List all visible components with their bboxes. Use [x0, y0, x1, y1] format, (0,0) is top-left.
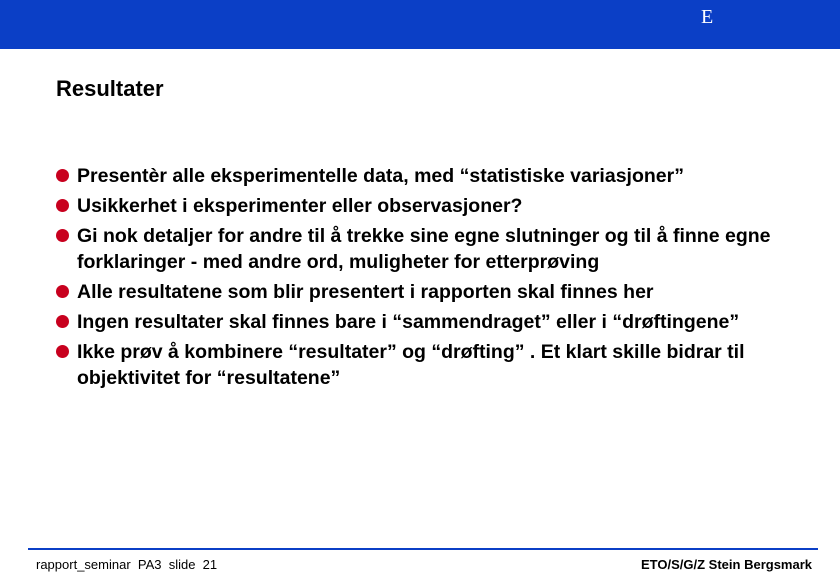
bullet-dot-icon — [56, 285, 69, 298]
footer-divider — [28, 548, 818, 550]
bullet-item — [56, 163, 796, 189]
bullet-text: Presentèr alle eksperimentelle data, med “statistiske variasjoner” — [77, 165, 684, 187]
bullet-dot-icon — [56, 345, 69, 358]
bullet-item — [56, 339, 796, 391]
bullet-dot-icon — [56, 199, 69, 212]
footer-author: ETO/S/G/Z Stein Bergsmark — [641, 557, 812, 572]
bullet-text: Alle resultatene som blir presentert i rapporten skal finnes her — [77, 281, 654, 303]
bullet-text: Ikke prøv å kombinere “resultater” og “drøfting” . Et klart skille bidrar til objektivitet for “resultatene” — [77, 341, 745, 389]
footer-slide-info: rapport_seminar PA3 slide 21 — [36, 557, 218, 572]
header-bar — [0, 0, 840, 49]
bullet-item — [56, 279, 796, 305]
bullet-item — [56, 223, 796, 275]
bullet-text: Usikkerhet i eksperimenter eller observasjoner? — [77, 195, 523, 217]
bullet-item — [56, 309, 796, 335]
bullet-item — [56, 193, 796, 219]
header-glyph: E — [701, 6, 714, 28]
slide-title: Resultater — [56, 76, 164, 101]
bullet-dot-icon — [56, 169, 69, 182]
bullet-text: Gi nok detaljer for andre til å trekke sine egne slutninger og til å finne egne forklaringer - med andre ord, muligheter for etterprøving — [77, 225, 771, 273]
bullet-text: Ingen resultater skal finnes bare i “sammendraget” eller i “drøftingene” — [77, 311, 740, 333]
bullet-dot-icon — [56, 315, 69, 328]
bullet-dot-icon — [56, 229, 69, 242]
bullet-list — [56, 163, 796, 395]
